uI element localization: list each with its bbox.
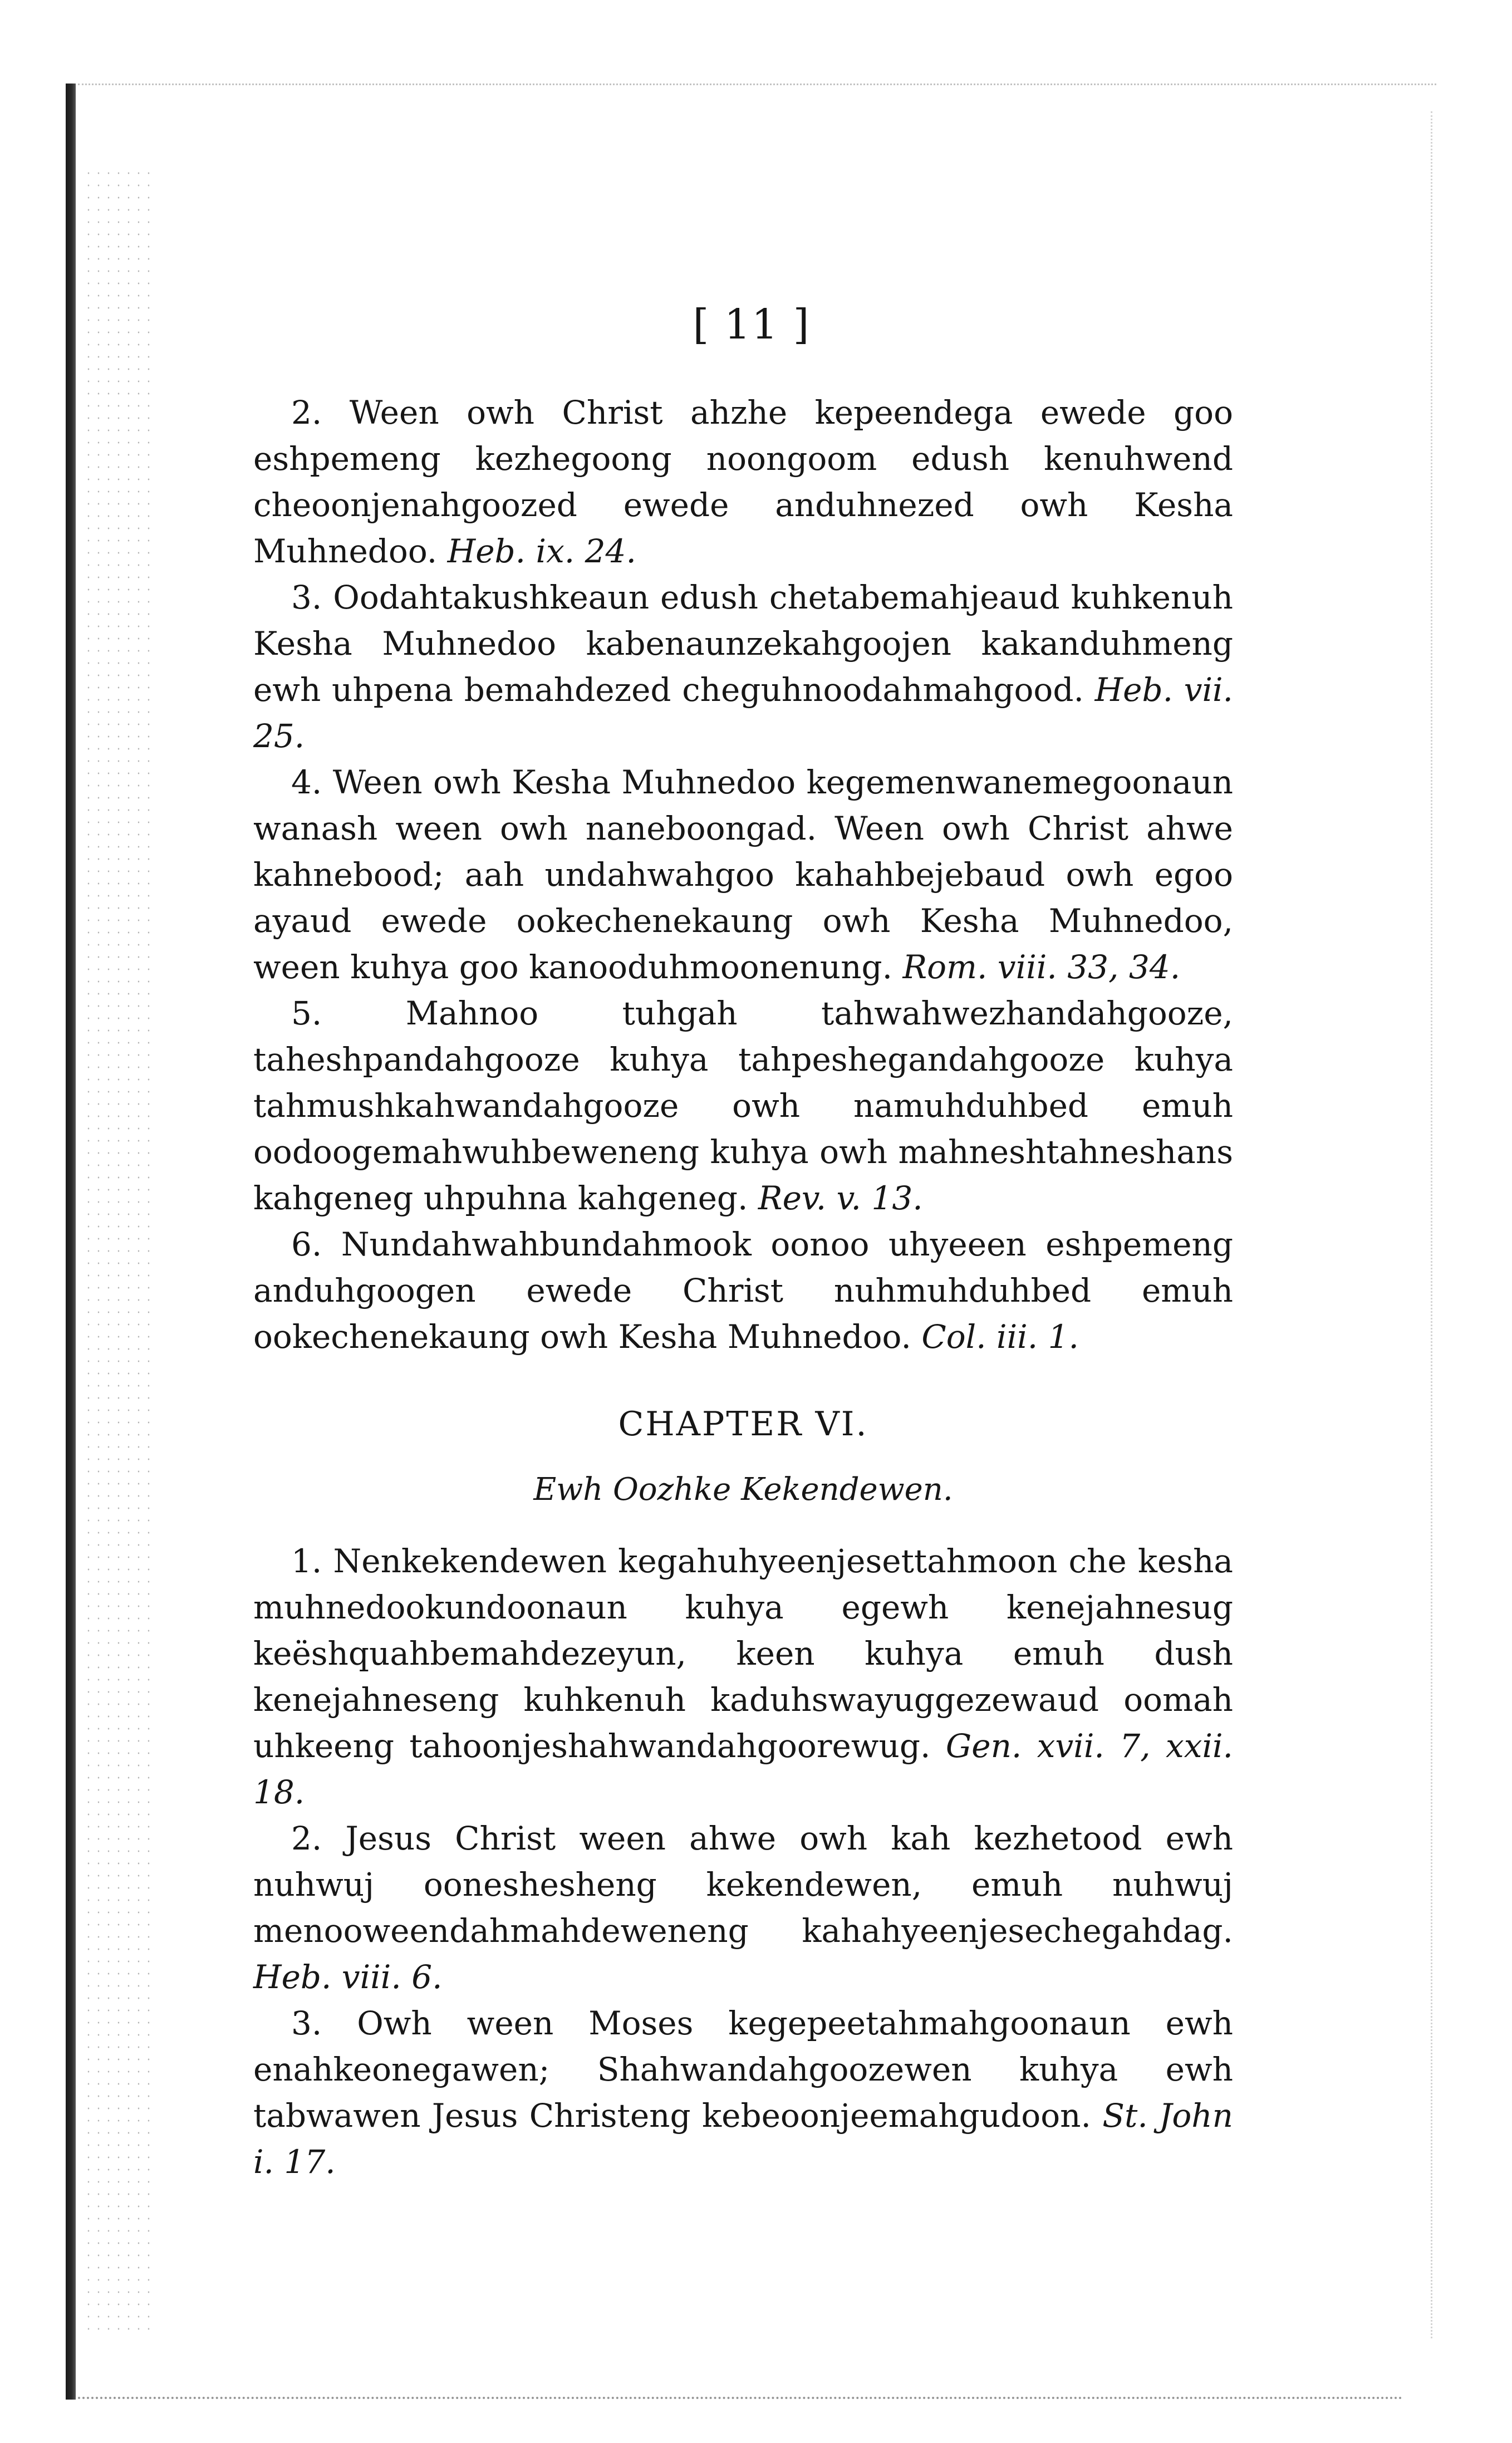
chapter-subtitle: Ewh Oozhke Kekendewen. [533,1471,953,1508]
scan-right-edge [1431,111,1435,2338]
chapter-heading: CHAPTER VI. [618,1405,868,1444]
verse-paragraph [253,759,1233,990]
verse-text: 3. Oodahtakushkeaun edush chetabemahjeaud kuhkenuh Kesha Muhnedoo kabenaunzekahgoojen kakanduhmeng ewh uhpena bemahdezed cheguhnoodahmahgood. [253,578,1233,709]
scripture-reference: Rom. viii. 33, 34. [902,948,1181,986]
verse-text: 1. Nenkekendewen kegahuhyeenjesettahmoon che kesha muhnedookundoonaun kuhya egewh kenejahnesug keëshquahbemahdezeyun, keen kuhya emuh dush kenejahneseng kuhkenuh kaduhswayuggezewaud oomah uhkeeng tahoonjeshahwandahgoorewug. [253,1542,1233,1765]
verse-text: 2. Jesus Christ ween ahwe owh kah kezhetood ewh nuhwuj ooneshesheng kekendewen, emuh nuhwuj menooweendahmahdeweneng kahahyeenjesechegahdag. [253,1819,1233,1950]
verse-paragraph [253,390,1233,575]
verse-paragraph [253,1538,1233,1816]
paragraphs-after-chapter [253,1538,1233,2185]
verse-paragraph [253,1816,1233,2000]
verse-text: 6. Nundahwahbundahmook oonoo uhyeeen eshpemeng anduhgoogen ewede Christ nuhmuhduhbed emuh ookechenekaung owh Kesha Muhnedoo. [253,1225,1233,1356]
verse-text: 4. Ween owh Kesha Muhnedoo kegemenwanemegoonaun wanash ween owh naneboongad. Ween owh Christ ahwe kahnebood; aah undahwahgoo kahahbejebaud owh egoo ayaud ewede ookechenekaung owh Kesha Muhnedoo, ween kuhya goo kanooduhmoonenung. [253,763,1233,986]
verse-paragraph [253,2000,1233,2185]
scripture-reference: Heb. viii. 6. [253,1958,443,1996]
scripture-reference: St. John i. 17. [253,2097,1233,2181]
page-number: [ 11 ] [693,301,811,349]
paragraphs-before-chapter [253,390,1233,1360]
scripture-reference: Heb. vii. 25. [253,671,1233,755]
scan-binding-edge [66,84,76,2400]
scripture-reference: Heb. ix. 24. [447,532,636,570]
scan-top-edge [78,84,1436,89]
scripture-reference: Col. iii. 1. [921,1318,1079,1356]
verse-paragraph [253,575,1233,759]
scripture-reference: Rev. v. 13. [758,1179,923,1217]
verse-text: 2. Ween owh Christ ahzhe kepeendega ewede goo eshpemeng kezhegoong noongoom edush kenuhwend cheoonjenahgoozed ewede anduhnezed owh Kesha Muhnedoo. [253,394,1233,570]
verse-text: 5. Mahnoo tuhgah tahwahwezhandahgooze, taheshpandahgooze kuhya tahpeshegandahgooze kuhya tahmushkahwandahgooze owh namuhduhbed emuh oodoogemahwuhbeweneng kuhya owh mahneshtahneshans kahgeneg uhpuhna kahgeneg. [253,994,1233,1217]
page-body [253,390,1233,2185]
verse-paragraph [253,990,1233,1222]
scripture-reference: Gen. xvii. 7, xxii. 18. [253,1727,1233,1811]
scan-bottom-edge [78,2397,1403,2402]
verse-paragraph [253,1222,1233,1360]
verse-text: 3. Owh ween Moses kegepeetahmahgoonaun ewh enahkeonegawen; Shahwandahgoozewen kuhya ewh tabwawen Jesus Christeng kebeoonjeemahgudoon. [253,2004,1233,2135]
scan-noise [84,167,150,2338]
